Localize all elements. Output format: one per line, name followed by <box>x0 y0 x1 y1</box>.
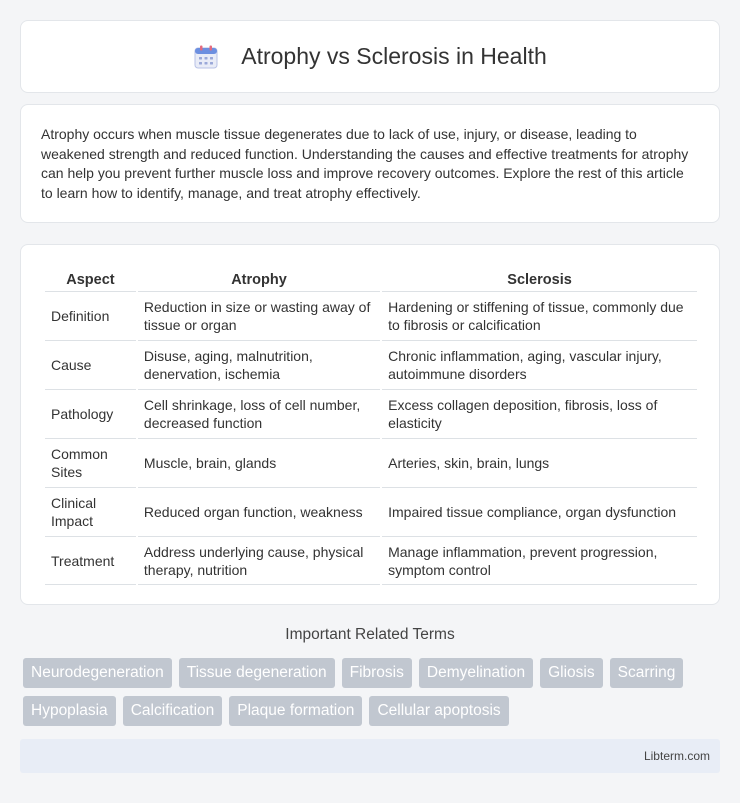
term-tag[interactable]: Hypoplasia <box>23 696 116 726</box>
header <box>21 21 719 92</box>
term-row <box>23 696 723 726</box>
term-tag[interactable]: Cellular apoptosis <box>369 696 508 726</box>
table-row <box>45 487 697 536</box>
cell-aspect: Pathology <box>45 389 136 438</box>
cell-aspect: Cause <box>45 340 136 389</box>
term-tag[interactable]: Tissue degeneration <box>179 658 335 688</box>
table-row <box>45 536 697 585</box>
cell-sclerosis: Arteries, skin, brain, lungs <box>382 438 697 487</box>
cell-atrophy: Disuse, aging, malnutrition, denervation, ischemia <box>138 340 380 389</box>
calendar-icon <box>193 44 219 70</box>
term-tag[interactable]: Scarring <box>610 658 684 688</box>
term-tag[interactable]: Calcification <box>123 696 223 726</box>
header-aspect: Aspect <box>66 272 115 288</box>
cell-sclerosis: Manage inflammation, prevent progression, symptom control <box>382 536 697 585</box>
intro-text: Atrophy occurs when muscle tissue degenerates due to lack of use, injury, or disease, leading to weakened strength and reduced function. Understanding the causes and effective treatments for atrophy can help you prevent further muscle loss and improve recovery outcomes. Explore the rest of this article to learn how to identify, manage, and treat atrophy effectively. <box>41 126 689 201</box>
table-row <box>45 291 697 340</box>
cell-sclerosis: Excess collagen deposition, fibrosis, loss of elasticity <box>382 389 697 438</box>
page-title: Atrophy vs Sclerosis in Health <box>241 43 547 69</box>
cell-sclerosis: Chronic inflammation, aging, vascular injury, autoimmune disorders <box>382 340 697 389</box>
table-row <box>45 438 697 487</box>
header-atrophy: Atrophy <box>231 272 287 288</box>
related-terms <box>23 658 723 734</box>
table-header-row <box>45 267 697 291</box>
cell-aspect: Common Sites <box>45 438 136 487</box>
header-card <box>20 20 720 93</box>
table-row <box>45 389 697 438</box>
cell-atrophy: Address underlying cause, physical therapy, nutrition <box>138 536 380 585</box>
comparison-table-card <box>20 244 720 605</box>
cell-aspect: Clinical Impact <box>45 487 136 536</box>
term-tag[interactable]: Demyelination <box>419 658 533 688</box>
footer <box>20 739 720 773</box>
term-tag[interactable]: Gliosis <box>540 658 603 688</box>
related-terms-title: Important Related Terms <box>285 626 455 643</box>
cell-atrophy: Reduction in size or wasting away of tissue or organ <box>138 291 380 340</box>
cell-atrophy: Muscle, brain, glands <box>138 438 380 487</box>
term-tag[interactable]: Fibrosis <box>342 658 412 688</box>
comparison-table <box>43 267 699 585</box>
term-row <box>23 658 723 688</box>
cell-sclerosis: Impaired tissue compliance, organ dysfunction <box>382 487 697 536</box>
cell-aspect: Definition <box>45 291 136 340</box>
header-sclerosis: Sclerosis <box>507 272 572 288</box>
table-row <box>45 340 697 389</box>
cell-atrophy: Cell shrinkage, loss of cell number, decreased function <box>138 389 380 438</box>
footer-brand[interactable]: Libterm.com <box>643 749 710 763</box>
cell-atrophy: Reduced organ function, weakness <box>138 487 380 536</box>
cell-aspect: Treatment <box>45 536 136 585</box>
term-tag[interactable]: Neurodegeneration <box>23 658 172 688</box>
intro-card <box>20 104 720 223</box>
term-tag[interactable]: Plaque formation <box>229 696 362 726</box>
cell-sclerosis: Hardening or stiffening of tissue, commonly due to fibrosis or calcification <box>382 291 697 340</box>
